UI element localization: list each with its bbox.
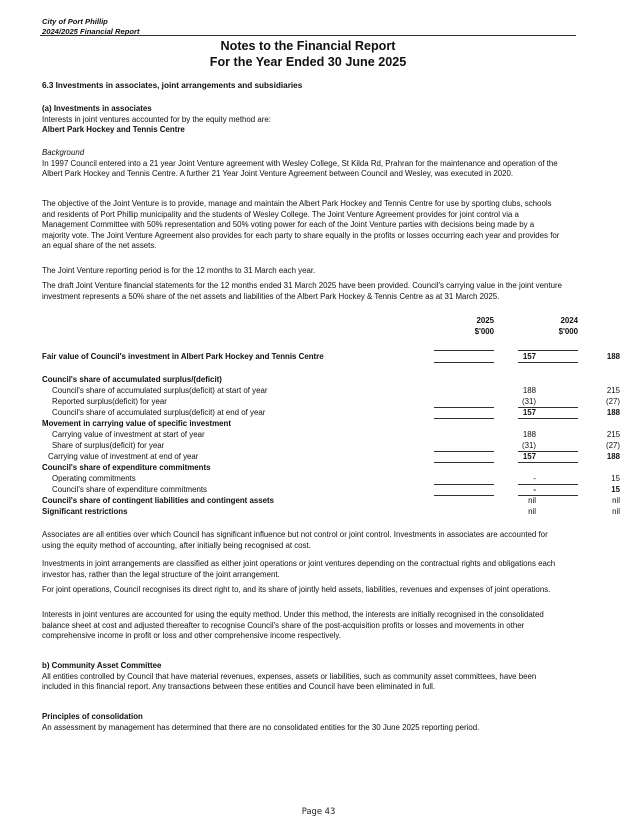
- background-block: [42, 148, 562, 180]
- principles-text: An assessment by management has determined that there are no consolidated entities for the 30 June 2025 reporting period.: [42, 722, 480, 732]
- part-b-block: [42, 661, 562, 693]
- value-2024: 15: [611, 474, 620, 483]
- row-label: Council's share of expenditure commitments: [52, 485, 208, 494]
- table-row: [42, 385, 620, 396]
- table-row: [42, 451, 620, 462]
- header-rule: [40, 35, 576, 36]
- background-text: In 1997 Council entered into a 21 year Joint Venture agreement with Wesley College, St Kilda Rd, Prahran for the maintenance and operation of the Albert Park Hockey and Tennis Centre. A further 21 Year Joint Venture Agreement between Council and Wesley, was executed in 2020.: [42, 158, 558, 179]
- part-a-heading: (a) Investments in associates: [42, 104, 152, 113]
- value-2025: nil: [528, 507, 536, 516]
- table-row: [42, 429, 620, 440]
- section-heading: 6.3 Investments in associates, joint arrangements and subsidiaries: [42, 81, 303, 90]
- value-2025: 188: [522, 430, 536, 439]
- value-2025: (31): [521, 397, 536, 406]
- table-row: [42, 407, 620, 418]
- value-2025: -: [533, 474, 536, 483]
- table-row: [42, 495, 620, 506]
- value-2024: 215: [606, 386, 620, 395]
- table-rule: [518, 484, 578, 485]
- row-label: Council's share of accumulated surplus(deficit) at end of year: [52, 408, 266, 417]
- value-2024: (27): [605, 397, 620, 406]
- table-row: [42, 351, 620, 362]
- value-2024: 188: [606, 352, 620, 361]
- policy-joint-operations: For joint operations, Council recognises its direct right to, and its share of jointly held assets, liabilities, revenues and expenses of joint operations.: [42, 585, 551, 594]
- row-label: Operating commitments: [52, 474, 136, 483]
- part-b-text: All entities controlled by Council that have material revenues, expenses, assets or liabilities, such as community asset committees, have been included in this financial report. Any transactions between these entities and Council have been eliminated in full.: [42, 671, 537, 692]
- row-label: Reported surplus(deficit) for year: [52, 397, 167, 406]
- draft-statements-text: The draft Joint Venture financial statements for the 12 months ended 31 March 2025 have been provided. Council's carrying value in the joint venture investment represents a 50% share of the net assets and liabilities of the Albert Park Hockey & Tennis Centre as at 31 March 2025.: [42, 281, 562, 301]
- value-2025: 188: [522, 386, 536, 395]
- header-report-name: 2024/2025 Financial Report: [42, 27, 140, 36]
- value-2025: (31): [521, 441, 536, 450]
- table-rule: [434, 462, 494, 463]
- table-rule: [518, 462, 578, 463]
- table-row: [42, 374, 578, 385]
- part-b-heading: b) Community Asset Committee: [42, 661, 162, 670]
- value-2024: 15: [611, 485, 620, 494]
- row-label: Fair value of Council's investment in Albert Park Hockey and Tennis Centre: [42, 352, 324, 361]
- table-row: [42, 473, 620, 484]
- table-row: [42, 506, 620, 517]
- table-rule: [518, 418, 578, 419]
- part-a-intro: [42, 104, 562, 136]
- table-rule: [518, 407, 578, 408]
- value-2024: 188: [606, 408, 620, 417]
- table-rule: [518, 362, 578, 363]
- value-2024: (27): [605, 441, 620, 450]
- value-2024: 215: [606, 430, 620, 439]
- table-row: [42, 396, 620, 407]
- column-header-2024: [518, 315, 578, 337]
- row-label: Council's share of expenditure commitments: [42, 463, 211, 472]
- part-a-intro-text: Interests in joint ventures accounted for by the equity method are:: [42, 114, 271, 124]
- header-organisation: City of Port Phillip: [42, 17, 108, 26]
- column-unit: $'000: [474, 327, 494, 336]
- table-rule: [434, 451, 494, 452]
- title-line-2: For the Year Ended 30 June 2025: [209, 55, 407, 69]
- row-label: Significant restrictions: [42, 507, 128, 516]
- table-rule: [434, 418, 494, 419]
- column-unit: $'000: [558, 327, 578, 336]
- table-rule: [434, 407, 494, 408]
- column-header-2025: [434, 315, 494, 337]
- column-year: 2025: [476, 316, 494, 325]
- table-rule: [518, 451, 578, 452]
- value-2025: 157: [522, 452, 536, 461]
- value-2024: nil: [612, 507, 620, 516]
- entity-name: Albert Park Hockey and Tennis Centre: [42, 125, 185, 135]
- row-label: Share of surplus(deficit) for year: [52, 441, 165, 450]
- table-rule: [434, 484, 494, 485]
- row-label: Council's share of contingent liabilities and contingent assets: [42, 496, 275, 505]
- running-header: [42, 17, 140, 37]
- value-2025: 157: [522, 352, 536, 361]
- page-number: Page 43: [301, 806, 336, 816]
- policy-joint-ventures: Interests in joint ventures are accounted for using the equity method. Under this method, the interests are initially recognised in the consolidated balance sheet at cost and adjusted thereafter to recognise Council's share of the post-acquisition profits or losses and movements in other comprehensive income in profit or loss and other comprehensive income respectively.: [42, 610, 544, 641]
- value-2025: 157: [522, 408, 536, 417]
- title-line-1: Notes to the Financial Report: [220, 39, 396, 53]
- policy-joint-arrangements: Investments in joint arrangements are classified as either joint operations or joint ventures depending on the contractual rights and obligations each investor has, rather than the legal structure of the joint arrangement.: [42, 559, 556, 579]
- background-label: Background: [42, 148, 85, 157]
- table-rule: [434, 495, 494, 496]
- row-label: Carrying value of investment at start of year: [52, 430, 205, 439]
- value-2025: nil: [528, 496, 536, 505]
- table-rule: [434, 350, 494, 351]
- value-2024: nil: [612, 496, 620, 505]
- policy-associates: Associates are all entities over which Council has significant influence but not control or joint control. Investments in associates are accounted for using the equity method of accounting, after initially being recognised at cost.: [42, 530, 548, 550]
- principles-block: [42, 712, 562, 733]
- principles-heading: Principles of consolidation: [42, 712, 143, 721]
- table-rule: [518, 495, 578, 496]
- table-row: [42, 484, 620, 495]
- table-row: [42, 462, 578, 473]
- table-rule: [518, 350, 578, 351]
- row-label: Movement in carrying value of specific investment: [42, 419, 231, 428]
- objective-text: The objective of the Joint Venture is to provide, manage and maintain the Albert Park Hockey and Tennis Centre for use by sporting clubs, schools and residents of Port Phillip municipality and the students of Wesley College. The Joint Venture Agreement provides for joint control via a Management Committee with 50% representation and 50% voting power for each of the Joint Venture parties with decisions being made by a majority vote. The Joint Venture Agreement also provides for each party to share equally in the profits or losses occurring each year and provides for an equal share of the net assets.: [42, 199, 560, 251]
- column-year: 2024: [560, 316, 578, 325]
- page-title: [40, 38, 576, 70]
- row-label: Carrying value of investment at end of year: [48, 452, 199, 461]
- reporting-period-text: The Joint Venture reporting period is for the 12 months to 31 March each year.: [42, 266, 316, 275]
- value-2024: 188: [606, 452, 620, 461]
- table-row: [42, 440, 620, 451]
- value-2025: -: [533, 485, 536, 494]
- table-rule: [434, 362, 494, 363]
- row-label: Council's share of accumulated surplus(deficit) at start of year: [52, 386, 268, 395]
- table-row: [42, 418, 578, 429]
- row-label: Council's share of accumulated surplus/(deficit): [42, 375, 222, 384]
